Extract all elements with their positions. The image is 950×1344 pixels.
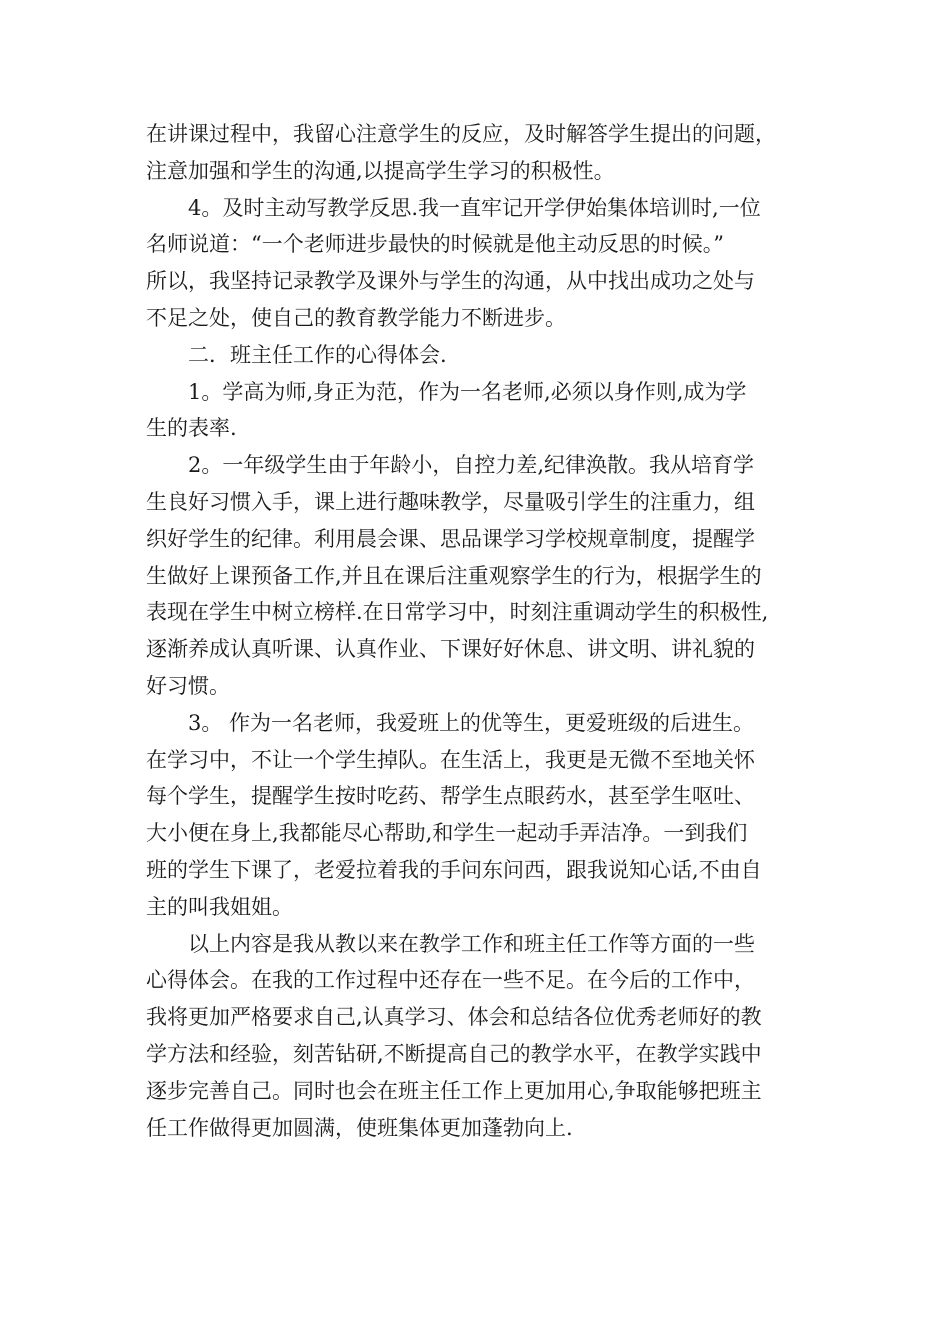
text-line: 生做好上课预备工作,并且在课后注重观察学生的行为，根据学生的 [146, 563, 762, 588]
text-line: 以上内容是我从教以来在教学工作和班主任工作等方面的一些 [188, 931, 755, 956]
text-line: 主的叫我姐姐。 [146, 894, 293, 919]
text-line: 每个学生，提醒学生按时吃药、帮学生点眼药水，甚至学生呕吐、 [146, 784, 755, 809]
text-line: 在讲课过程中，我留心注意学生的反应，及时解答学生提出的问题， [146, 122, 776, 146]
text-line: 大小便在身上,我都能尽心帮助,和学生一起动手弄洁净。一到我们 [146, 821, 748, 846]
text-line: 生良好习惯入手，课上进行趣味教学，尽量吸引学生的注重力，组 [146, 489, 755, 514]
text-line: 逐渐养成认真听课、认真作业、下课好好休息、讲文明、讲礼貌的 [146, 637, 755, 662]
text-line: 学方法和经验，刻苦钻研,不断提高自己的教学水平，在教学实践中 [146, 1041, 762, 1066]
text-line: 心得体会。在我的工作过程中还存在一些不足。在今后的工作中， [146, 968, 755, 993]
text-line: 不足之处，使自己的教育教学能力不断进步。 [146, 305, 566, 330]
text-line: 注意加强和学生的沟通,以提高学生学习的积极性。 [146, 158, 615, 183]
text-line: 所以，我坚持记录教学及课外与学生的沟通，从中找出成功之处与 [146, 269, 755, 294]
text-line: 3。 作为一名老师，我爱班上的优等生，更爱班级的后进生。 [188, 710, 755, 735]
document-body [146, 116, 816, 1146]
text-line: 我将更加严格要求自己,认真学习、体会和总结各位优秀老师好的教 [146, 1005, 762, 1030]
text-line: 逐步完善自己。同时也会在班主任工作上更加用心,争取能够把班主 [146, 1078, 762, 1103]
text-line: 1。学高为师,身正为范，作为一名老师,必须以身作则,成为学 [188, 379, 747, 404]
text-line: 好习惯。 [146, 673, 230, 698]
text-line: 任工作做得更加圆满，使班集体更加蓬勃向上. [146, 1115, 573, 1140]
text-line: 在学习中，不让一个学生掉队。在生活上，我更是无微不至地关怀 [146, 747, 755, 772]
text-line: 2。一年级学生由于年龄小，自控力差,纪律涣散。我从培育学 [188, 453, 755, 478]
text-line: 生的表率. [146, 416, 237, 441]
text-line: 织好学生的纪律。利用晨会课、思品课学习学校规章制度，提醒学 [146, 526, 755, 551]
section-heading: 二．班主任工作的心得体会. [188, 342, 447, 367]
text-line: 班的学生下课了，老爱拉着我的手问东问西，跟我说知心话,不由自 [146, 857, 762, 882]
text-line: 表现在学生中树立榜样.在日常学习中，时刻注重调动学生的积极性, [146, 600, 769, 625]
text-line: 名师说道：“一个老师进步最快的时候就是他主动反思的时候。” [146, 232, 724, 257]
text-line: 4。及时主动写教学反思.我一直牢记开学伊始集体培训时,一位 [188, 195, 761, 220]
